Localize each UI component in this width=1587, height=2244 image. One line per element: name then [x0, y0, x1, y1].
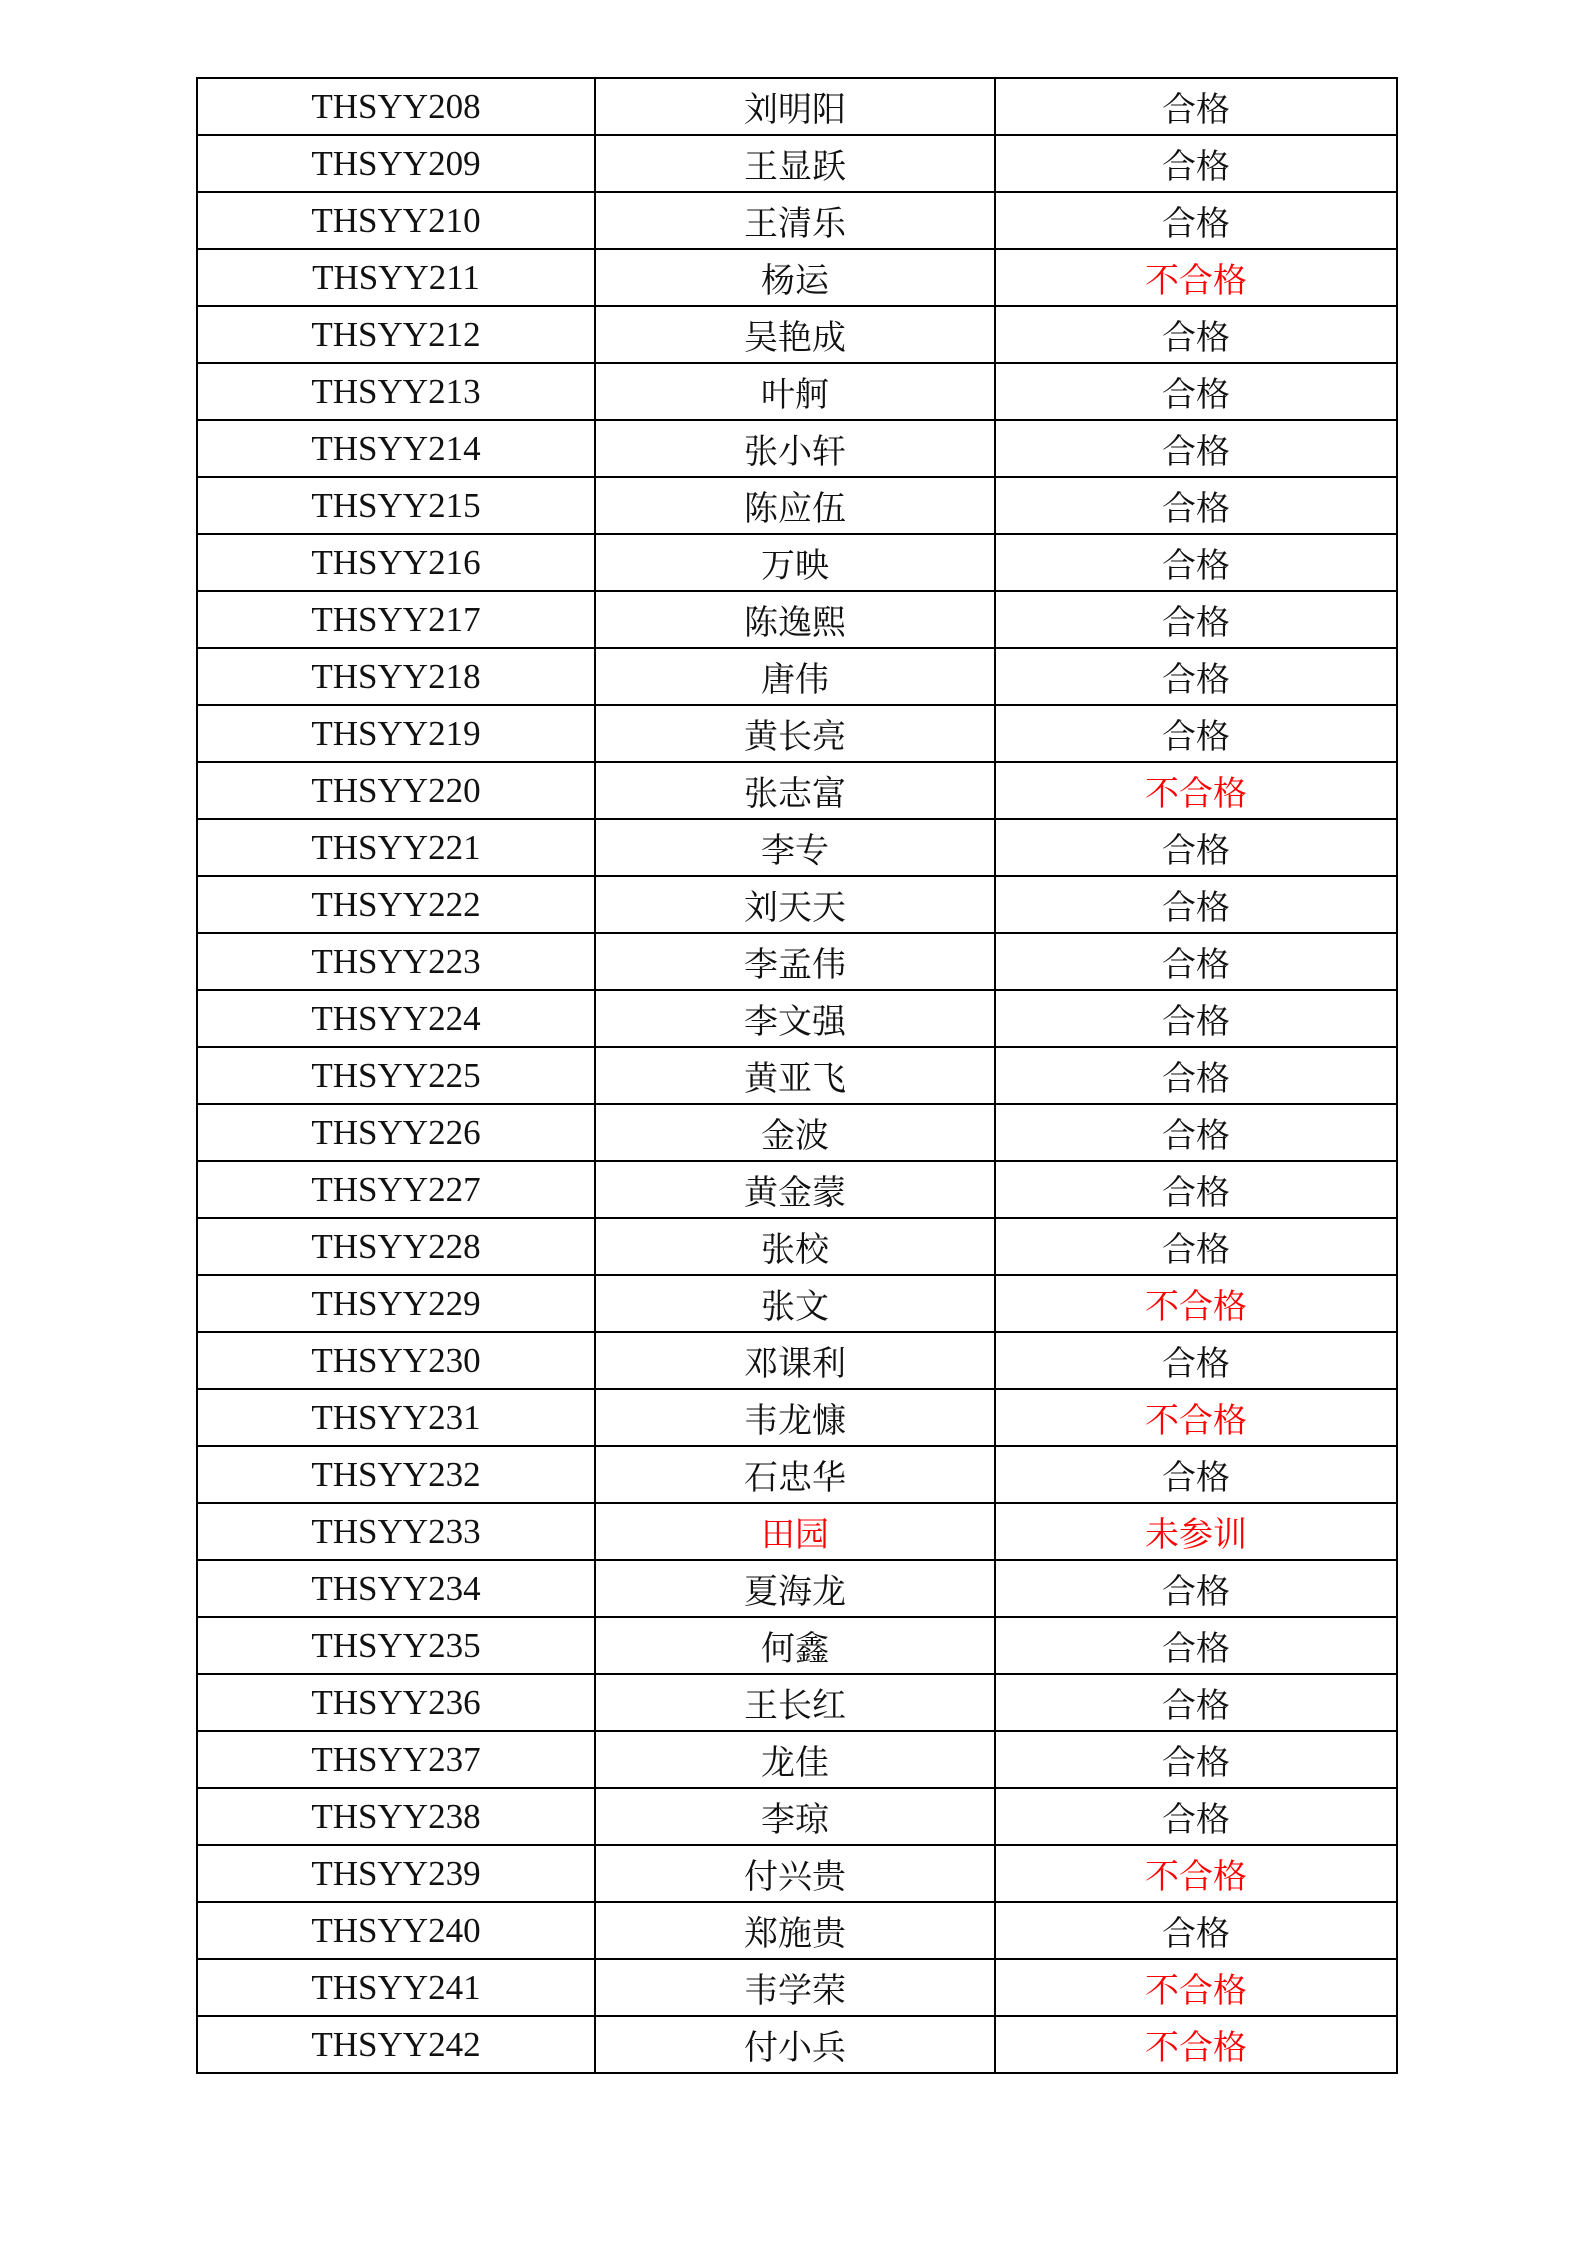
table-row	[197, 1161, 1397, 1218]
result-cell: 不合格	[995, 1389, 1397, 1446]
result-cell: 合格	[995, 1047, 1397, 1104]
result-cell: 合格	[995, 933, 1397, 990]
trainee-id-cell: THSYY236	[197, 1674, 595, 1731]
trainee-id-cell: THSYY212	[197, 306, 595, 363]
result-cell: 合格	[995, 1332, 1397, 1389]
trainee-name-cell: 张小轩	[595, 420, 995, 477]
result-cell: 合格	[995, 363, 1397, 420]
trainee-name-cell: 金波	[595, 1104, 995, 1161]
result-cell: 合格	[995, 534, 1397, 591]
trainee-id-cell: THSYY217	[197, 591, 595, 648]
result-cell: 合格	[995, 1617, 1397, 1674]
results-table	[196, 77, 1398, 2074]
results-table-body	[197, 78, 1397, 2073]
trainee-id-cell: THSYY220	[197, 762, 595, 819]
trainee-id-cell: THSYY232	[197, 1446, 595, 1503]
trainee-name-cell: 邓课利	[595, 1332, 995, 1389]
table-row	[197, 990, 1397, 1047]
trainee-id-cell: THSYY224	[197, 990, 595, 1047]
table-row	[197, 1503, 1397, 1560]
trainee-id-cell: THSYY218	[197, 648, 595, 705]
result-cell: 合格	[995, 648, 1397, 705]
trainee-name-cell: 黄长亮	[595, 705, 995, 762]
trainee-name-cell: 陈逸熙	[595, 591, 995, 648]
trainee-name-cell: 张志富	[595, 762, 995, 819]
trainee-name-cell: 张文	[595, 1275, 995, 1332]
table-row	[197, 591, 1397, 648]
trainee-id-cell: THSYY237	[197, 1731, 595, 1788]
result-cell: 合格	[995, 78, 1397, 135]
result-cell: 未参训	[995, 1503, 1397, 1560]
trainee-id-cell: THSYY240	[197, 1902, 595, 1959]
result-cell: 不合格	[995, 2016, 1397, 2073]
trainee-name-cell: 张校	[595, 1218, 995, 1275]
table-row	[197, 192, 1397, 249]
table-row	[197, 1674, 1397, 1731]
trainee-id-cell: THSYY215	[197, 477, 595, 534]
result-cell: 合格	[995, 990, 1397, 1047]
result-cell: 合格	[995, 1104, 1397, 1161]
trainee-id-cell: THSYY242	[197, 2016, 595, 2073]
table-row	[197, 1446, 1397, 1503]
trainee-name-cell: 吴艳成	[595, 306, 995, 363]
result-cell: 不合格	[995, 1959, 1397, 2016]
table-row	[197, 1731, 1397, 1788]
table-row	[197, 1218, 1397, 1275]
table-row	[197, 1560, 1397, 1617]
trainee-id-cell: THSYY235	[197, 1617, 595, 1674]
trainee-name-cell: 黄亚飞	[595, 1047, 995, 1104]
table-row	[197, 819, 1397, 876]
result-cell: 合格	[995, 1902, 1397, 1959]
trainee-id-cell: THSYY238	[197, 1788, 595, 1845]
trainee-name-cell: 韦龙慷	[595, 1389, 995, 1446]
table-row	[197, 648, 1397, 705]
trainee-id-cell: THSYY225	[197, 1047, 595, 1104]
trainee-name-cell: 石忠华	[595, 1446, 995, 1503]
trainee-name-cell: 李孟伟	[595, 933, 995, 990]
table-row	[197, 1389, 1397, 1446]
table-row	[197, 1617, 1397, 1674]
result-cell: 合格	[995, 819, 1397, 876]
trainee-name-cell: 田园	[595, 1503, 995, 1560]
trainee-id-cell: THSYY211	[197, 249, 595, 306]
result-cell: 合格	[995, 1446, 1397, 1503]
trainee-name-cell: 刘明阳	[595, 78, 995, 135]
table-row	[197, 78, 1397, 135]
trainee-name-cell: 陈应伍	[595, 477, 995, 534]
table-row	[197, 306, 1397, 363]
trainee-name-cell: 龙佳	[595, 1731, 995, 1788]
trainee-id-cell: THSYY209	[197, 135, 595, 192]
table-row	[197, 1275, 1397, 1332]
result-cell: 合格	[995, 1161, 1397, 1218]
table-row	[197, 876, 1397, 933]
table-row	[197, 477, 1397, 534]
trainee-name-cell: 夏海龙	[595, 1560, 995, 1617]
result-cell: 合格	[995, 1788, 1397, 1845]
table-row	[197, 1047, 1397, 1104]
table-row	[197, 705, 1397, 762]
trainee-name-cell: 万映	[595, 534, 995, 591]
result-cell: 合格	[995, 477, 1397, 534]
trainee-id-cell: THSYY222	[197, 876, 595, 933]
trainee-name-cell: 付小兵	[595, 2016, 995, 2073]
trainee-name-cell: 李琼	[595, 1788, 995, 1845]
table-row	[197, 1902, 1397, 1959]
trainee-id-cell: THSYY214	[197, 420, 595, 477]
table-row	[197, 249, 1397, 306]
trainee-id-cell: THSYY223	[197, 933, 595, 990]
trainee-name-cell: 杨运	[595, 249, 995, 306]
trainee-name-cell: 刘天天	[595, 876, 995, 933]
trainee-name-cell: 韦学荣	[595, 1959, 995, 2016]
trainee-id-cell: THSYY241	[197, 1959, 595, 2016]
result-cell: 合格	[995, 306, 1397, 363]
table-row	[197, 534, 1397, 591]
trainee-id-cell: THSYY208	[197, 78, 595, 135]
trainee-id-cell: THSYY230	[197, 1332, 595, 1389]
result-cell: 合格	[995, 705, 1397, 762]
table-row	[197, 1332, 1397, 1389]
trainee-name-cell: 王清乐	[595, 192, 995, 249]
table-row	[197, 363, 1397, 420]
trainee-id-cell: THSYY231	[197, 1389, 595, 1446]
trainee-id-cell: THSYY213	[197, 363, 595, 420]
table-row	[197, 1959, 1397, 2016]
trainee-id-cell: THSYY239	[197, 1845, 595, 1902]
result-cell: 不合格	[995, 1845, 1397, 1902]
trainee-name-cell: 付兴贵	[595, 1845, 995, 1902]
result-cell: 合格	[995, 135, 1397, 192]
trainee-name-cell: 王显跃	[595, 135, 995, 192]
trainee-id-cell: THSYY227	[197, 1161, 595, 1218]
table-row	[197, 420, 1397, 477]
result-cell: 不合格	[995, 762, 1397, 819]
result-cell: 合格	[995, 1674, 1397, 1731]
result-cell: 合格	[995, 876, 1397, 933]
trainee-name-cell: 王长红	[595, 1674, 995, 1731]
trainee-name-cell: 郑施贵	[595, 1902, 995, 1959]
trainee-id-cell: THSYY221	[197, 819, 595, 876]
result-cell: 合格	[995, 1560, 1397, 1617]
trainee-id-cell: THSYY234	[197, 1560, 595, 1617]
trainee-name-cell: 唐伟	[595, 648, 995, 705]
trainee-id-cell: THSYY233	[197, 1503, 595, 1560]
trainee-name-cell: 何鑫	[595, 1617, 995, 1674]
result-cell: 不合格	[995, 249, 1397, 306]
trainee-name-cell: 李专	[595, 819, 995, 876]
result-cell: 合格	[995, 1731, 1397, 1788]
trainee-id-cell: THSYY228	[197, 1218, 595, 1275]
table-row	[197, 1788, 1397, 1845]
trainee-id-cell: THSYY219	[197, 705, 595, 762]
trainee-id-cell: THSYY229	[197, 1275, 595, 1332]
table-row	[197, 1845, 1397, 1902]
result-cell: 不合格	[995, 1275, 1397, 1332]
trainee-id-cell: THSYY216	[197, 534, 595, 591]
table-row	[197, 762, 1397, 819]
trainee-name-cell: 叶舸	[595, 363, 995, 420]
trainee-id-cell: THSYY226	[197, 1104, 595, 1161]
table-row	[197, 135, 1397, 192]
result-cell: 合格	[995, 591, 1397, 648]
table-row	[197, 933, 1397, 990]
result-cell: 合格	[995, 192, 1397, 249]
trainee-name-cell: 黄金蒙	[595, 1161, 995, 1218]
table-row	[197, 2016, 1397, 2073]
trainee-id-cell: THSYY210	[197, 192, 595, 249]
result-cell: 合格	[995, 1218, 1397, 1275]
table-row	[197, 1104, 1397, 1161]
trainee-name-cell: 李文强	[595, 990, 995, 1047]
result-cell: 合格	[995, 420, 1397, 477]
